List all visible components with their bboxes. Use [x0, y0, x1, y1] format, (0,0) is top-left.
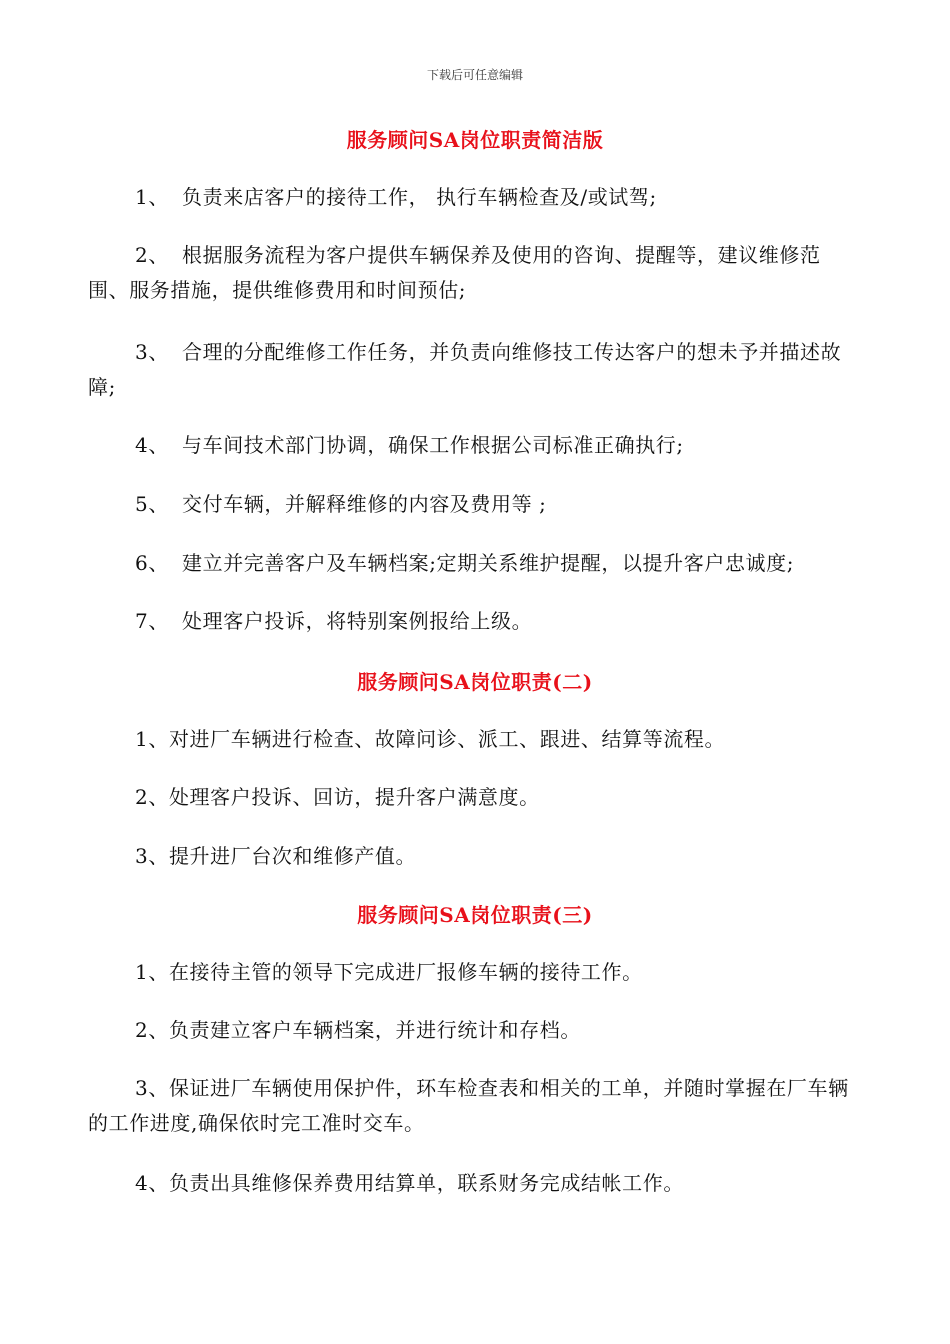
list-item: [88, 722, 860, 757]
item-text: 合理的分配维修工作任务，并负责向维修技工传达客户的想未予并描述故障;: [88, 340, 842, 399]
list-item: [88, 839, 860, 874]
list-item: [88, 335, 860, 405]
item-number: 2、: [135, 243, 169, 267]
list-item: [88, 1013, 860, 1048]
item-number: 2、: [135, 1018, 169, 1042]
list-item: [88, 428, 860, 463]
item-number: 1、: [135, 960, 169, 984]
list-item: [88, 604, 860, 639]
item-number: 3、: [135, 340, 169, 364]
item-text: 处理客户投诉、回访，提升客户满意度。: [168, 785, 540, 809]
item-text: 交付车辆，并解释维修的内容及费用等 ;: [182, 492, 547, 516]
item-number: 5、: [135, 492, 169, 516]
section-title-2: 服务顾问SA岗位职责(二): [357, 670, 593, 694]
item-text: 负责建立客户车辆档案，并进行统计和存档。: [168, 1018, 581, 1042]
item-number: 1、: [135, 185, 169, 209]
list-item: [88, 780, 860, 815]
list-item: [88, 546, 860, 581]
item-text: 对进厂车辆进行检查、故障问诊、派工、跟进、结算等流程。: [168, 727, 726, 751]
list-item: [88, 238, 860, 308]
item-number: 4、: [135, 433, 169, 457]
item-text: 在接待主管的领导下完成进厂报修车辆的接待工作。: [168, 960, 643, 984]
item-number: 4、: [135, 1171, 169, 1195]
item-number: 7、: [135, 609, 169, 633]
list-item: [88, 1071, 860, 1141]
section-title-1: 服务顾问SA岗位职责简洁版: [346, 128, 604, 152]
item-number: 3、: [135, 1076, 169, 1100]
item-text: 负责来店客户的接待工作， 执行车辆检查及/或试驾;: [182, 185, 657, 209]
item-text: 根据服务流程为客户提供车辆保养及使用的咨询、提醒等，建议维修范围、服务措施，提供维修费用和时间预估;: [88, 243, 821, 302]
item-text: 与车间技术部门协调，确保工作根据公司标准正确执行;: [182, 433, 684, 457]
list-item: [88, 180, 860, 215]
item-text: 保证进厂车辆使用保护件，环车检查表和相关的工单，并随时掌握在厂车辆的工作进度,确保依时完工准时交车。: [88, 1076, 849, 1135]
item-number: 3、: [135, 844, 169, 868]
item-text: 负责出具维修保养费用结算单，联系财务完成结帐工作。: [168, 1171, 684, 1195]
item-number: 6、: [135, 551, 169, 575]
item-text: 处理客户投诉，将特别案例报给上级。: [182, 609, 533, 633]
header-note: 下载后可任意编辑: [426, 68, 523, 82]
list-item: [88, 1166, 860, 1201]
list-item: [88, 955, 860, 990]
list-item: [88, 487, 860, 522]
item-text: 提升进厂台次和维修产值。: [168, 844, 417, 868]
item-number: 2、: [135, 785, 169, 809]
item-text: 建立并完善客户及车辆档案;定期关系维护提醒，以提升客户忠诚度;: [182, 551, 795, 575]
section-title-3: 服务顾问SA岗位职责(三): [357, 903, 593, 927]
item-number: 1、: [135, 727, 169, 751]
